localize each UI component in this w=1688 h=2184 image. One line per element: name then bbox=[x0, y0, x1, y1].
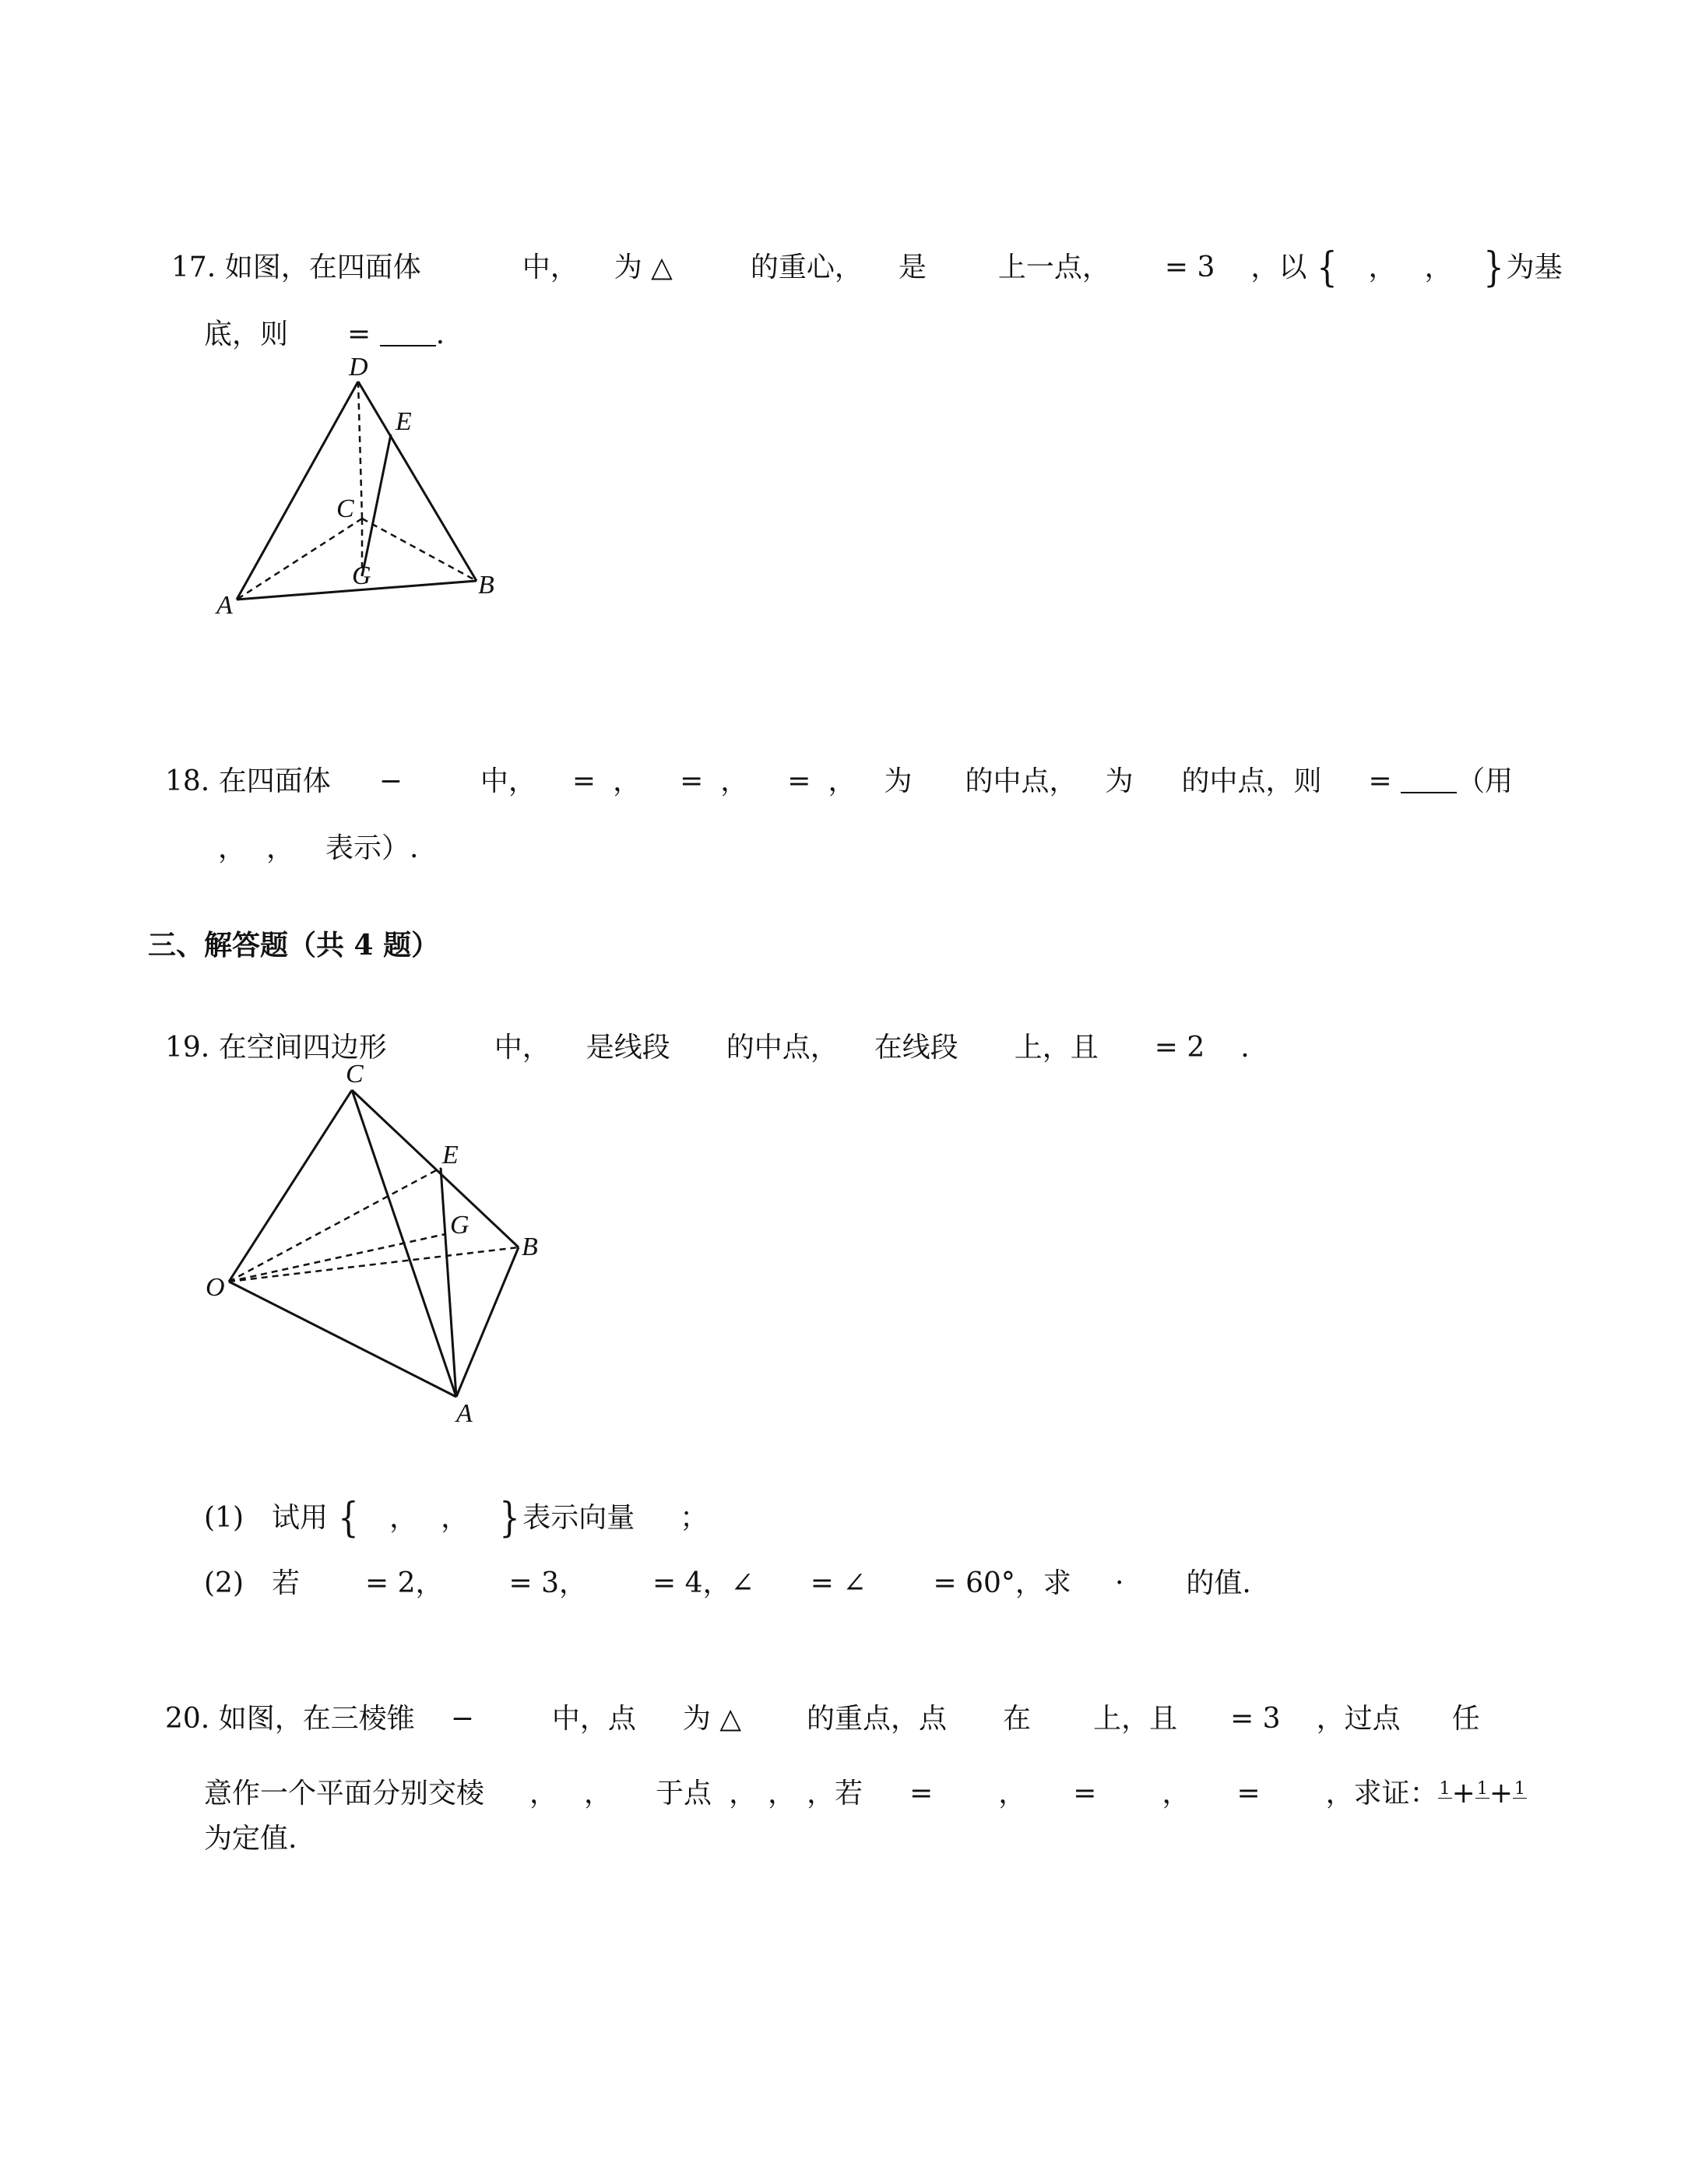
q18-text-5: = bbox=[680, 765, 704, 797]
q17-tetrahedron-figure bbox=[210, 350, 522, 623]
q20-text-12: ， bbox=[584, 1778, 613, 1809]
q20-text-18: ， bbox=[998, 1778, 1027, 1809]
q19-text-1: 中， bbox=[494, 1032, 550, 1064]
q20-text-6: 上，且 bbox=[1093, 1703, 1178, 1735]
q18-text-10: 的中点， bbox=[965, 765, 1078, 797]
section-heading: 三、解答题（共 4 题） bbox=[148, 929, 440, 962]
q20-text-14: ， bbox=[729, 1778, 758, 1809]
label-B: B bbox=[522, 1233, 538, 1261]
label-D: D bbox=[349, 353, 368, 382]
q18-text-16: ， bbox=[266, 832, 295, 864]
q19-text-13: ； bbox=[680, 1502, 709, 1534]
q20-text-5: 在 bbox=[1003, 1703, 1032, 1735]
q17-text-2: 为 △ bbox=[614, 251, 673, 283]
brace-close: } bbox=[1482, 244, 1504, 291]
q18-text-4: ， bbox=[613, 765, 642, 797]
q17-text-7: ，以 bbox=[1250, 251, 1307, 283]
q20-line-3: 为定值. bbox=[204, 1823, 297, 1855]
q17-text-10: 为基 bbox=[1506, 251, 1563, 283]
q20-text-21: = bbox=[1236, 1778, 1261, 1809]
q17-text-9: ， bbox=[1424, 251, 1453, 283]
q19-text-3: 的中点， bbox=[726, 1032, 839, 1064]
q19-text-7: . bbox=[1240, 1032, 1250, 1064]
q20-text-11: ， bbox=[529, 1778, 558, 1809]
label-C: C bbox=[336, 494, 354, 523]
q18-text-6: ， bbox=[720, 765, 749, 797]
q19-text-22: 的值. bbox=[1186, 1567, 1251, 1599]
q20-text-24: + bbox=[1451, 1778, 1475, 1809]
q19-text-9: 试用 bbox=[272, 1502, 329, 1534]
label-A: A bbox=[216, 591, 233, 620]
q17-text-5: 上一点， bbox=[997, 251, 1110, 283]
q18-text-15: ， bbox=[218, 832, 247, 864]
q19-text-0: 19. 在空间四边形 bbox=[165, 1032, 387, 1064]
q20-text-9: 任 bbox=[1451, 1703, 1480, 1735]
label-E: E bbox=[442, 1141, 459, 1169]
q20-text-1: − bbox=[450, 1703, 474, 1735]
edge-EG bbox=[362, 434, 391, 576]
q20-line-1 bbox=[165, 1668, 1480, 1736]
q17-text-8: ， bbox=[1368, 251, 1397, 283]
q20-text-16: ，若 bbox=[807, 1778, 863, 1809]
q17-line-1 bbox=[171, 216, 1563, 291]
q18-text-11: 为 bbox=[1105, 765, 1134, 797]
q20-text-22: ，求证： bbox=[1325, 1778, 1438, 1809]
q19-part-2 bbox=[204, 1532, 1251, 1601]
edge-DB bbox=[358, 382, 477, 581]
q19-part-1 bbox=[204, 1467, 709, 1542]
q18-text-17: 表示）. bbox=[325, 832, 419, 864]
q20-text-20: ， bbox=[1162, 1778, 1190, 1809]
q17-text-6: = 3 bbox=[1164, 251, 1215, 283]
answer-blank bbox=[380, 320, 436, 346]
q19-text-6: = 2 bbox=[1154, 1032, 1205, 1064]
q19-text-20: = 60°，求 bbox=[933, 1567, 1071, 1599]
edge-OB bbox=[229, 1247, 519, 1282]
q20-text-23: 1 bbox=[1439, 1778, 1451, 1799]
fraction-3 bbox=[1513, 1778, 1527, 1811]
q17-text-12: = bbox=[347, 318, 371, 350]
fraction-2 bbox=[1475, 1778, 1489, 1811]
q19-text-11: ， bbox=[441, 1502, 469, 1534]
q18-text-8: ， bbox=[828, 765, 856, 797]
q18-text-2: 中， bbox=[480, 765, 536, 797]
q19-text-12: 表示向量 bbox=[522, 1502, 635, 1534]
q19-text-5: 上，且 bbox=[1014, 1032, 1099, 1064]
q19-text-8: (1) bbox=[204, 1502, 244, 1534]
label-E: E bbox=[396, 407, 412, 436]
q19-text-17: = 3， bbox=[508, 1567, 588, 1599]
q20-text-0: 20. 如图，在三棱锥 bbox=[165, 1703, 415, 1735]
q18-text-0: 18. 在四面体 bbox=[165, 765, 331, 797]
q19-text-15: 若 bbox=[272, 1567, 301, 1599]
q17-text-3: 的重心， bbox=[750, 251, 863, 283]
q18-text-3: = bbox=[571, 765, 596, 797]
edge-DA bbox=[237, 382, 358, 600]
q19-text-2: 是线段 bbox=[586, 1032, 670, 1064]
q19-text-14: (2) bbox=[204, 1567, 244, 1599]
q17-text-4: 是 bbox=[898, 251, 927, 283]
q20-text-13: 于点 bbox=[656, 1778, 712, 1809]
q20-text-2: 中，点 bbox=[551, 1703, 636, 1735]
brace-open: { bbox=[338, 1495, 359, 1542]
q19-text-18: = 4，∠ bbox=[652, 1567, 754, 1599]
q20-text-17: = bbox=[909, 1778, 934, 1809]
label-C: C bbox=[346, 1060, 364, 1088]
q20-line-2 bbox=[204, 1743, 1527, 1811]
q19-text-21: · bbox=[1114, 1567, 1124, 1599]
fraction-1 bbox=[1438, 1778, 1452, 1811]
edge-DC bbox=[358, 382, 362, 519]
q19-quadrilateral-figure bbox=[195, 1051, 553, 1425]
q20-text-10: 意作一个平面分别交棱 bbox=[204, 1778, 485, 1809]
q18-text-12: 的中点，则 bbox=[1181, 765, 1322, 797]
label-B: B bbox=[478, 571, 494, 600]
q20-text-7: = 3 bbox=[1230, 1703, 1281, 1735]
q17-text-13: . bbox=[435, 318, 445, 350]
label-G: G bbox=[352, 561, 371, 590]
q20-text-25: 1 bbox=[1476, 1778, 1488, 1799]
q19-text-19: = ∠ bbox=[810, 1567, 867, 1599]
q18-text-7: = bbox=[787, 765, 811, 797]
q20-text-19: = bbox=[1073, 1778, 1097, 1809]
label-G: G bbox=[450, 1211, 469, 1240]
q19-text-10: ， bbox=[389, 1502, 418, 1534]
q19-text-4: 在线段 bbox=[874, 1032, 958, 1064]
q17-line-2 bbox=[204, 283, 445, 352]
label-O: O bbox=[206, 1273, 225, 1302]
q20-text-3: 为 △ bbox=[682, 1703, 742, 1735]
edge-CA bbox=[237, 519, 362, 600]
edge-EA bbox=[441, 1168, 456, 1397]
q18-text-9: 为 bbox=[884, 765, 913, 797]
brace-open: { bbox=[1317, 244, 1338, 291]
q19-text-16: = 2， bbox=[365, 1567, 444, 1599]
q20-text-26: + bbox=[1489, 1778, 1514, 1809]
answer-blank bbox=[1401, 767, 1457, 793]
edge-OE bbox=[229, 1168, 441, 1282]
edge-CB bbox=[352, 1090, 519, 1247]
q18-text-13: = bbox=[1368, 765, 1392, 797]
q18-line-1 bbox=[165, 730, 1513, 799]
q17-text-11: 底，则 bbox=[204, 318, 289, 350]
q20-text-4: 的重点，点 bbox=[807, 1703, 948, 1735]
edge-BA bbox=[456, 1247, 519, 1397]
q18-text-14: （用 bbox=[1457, 765, 1514, 797]
q18-text-1: − bbox=[378, 765, 403, 797]
q17-text-0: 17. 如图，在四面体 bbox=[171, 251, 421, 283]
q20-text-8: ，过点 bbox=[1316, 1703, 1401, 1735]
q20-text-27: 1 bbox=[1514, 1778, 1526, 1799]
label-A: A bbox=[456, 1399, 473, 1425]
edge-CO bbox=[229, 1090, 352, 1282]
brace-close: } bbox=[499, 1495, 520, 1542]
q17-text-1: 中， bbox=[522, 251, 578, 283]
edge-OG bbox=[229, 1234, 445, 1282]
q20-text-15: ， bbox=[768, 1778, 797, 1809]
q18-line-2 bbox=[218, 797, 418, 866]
